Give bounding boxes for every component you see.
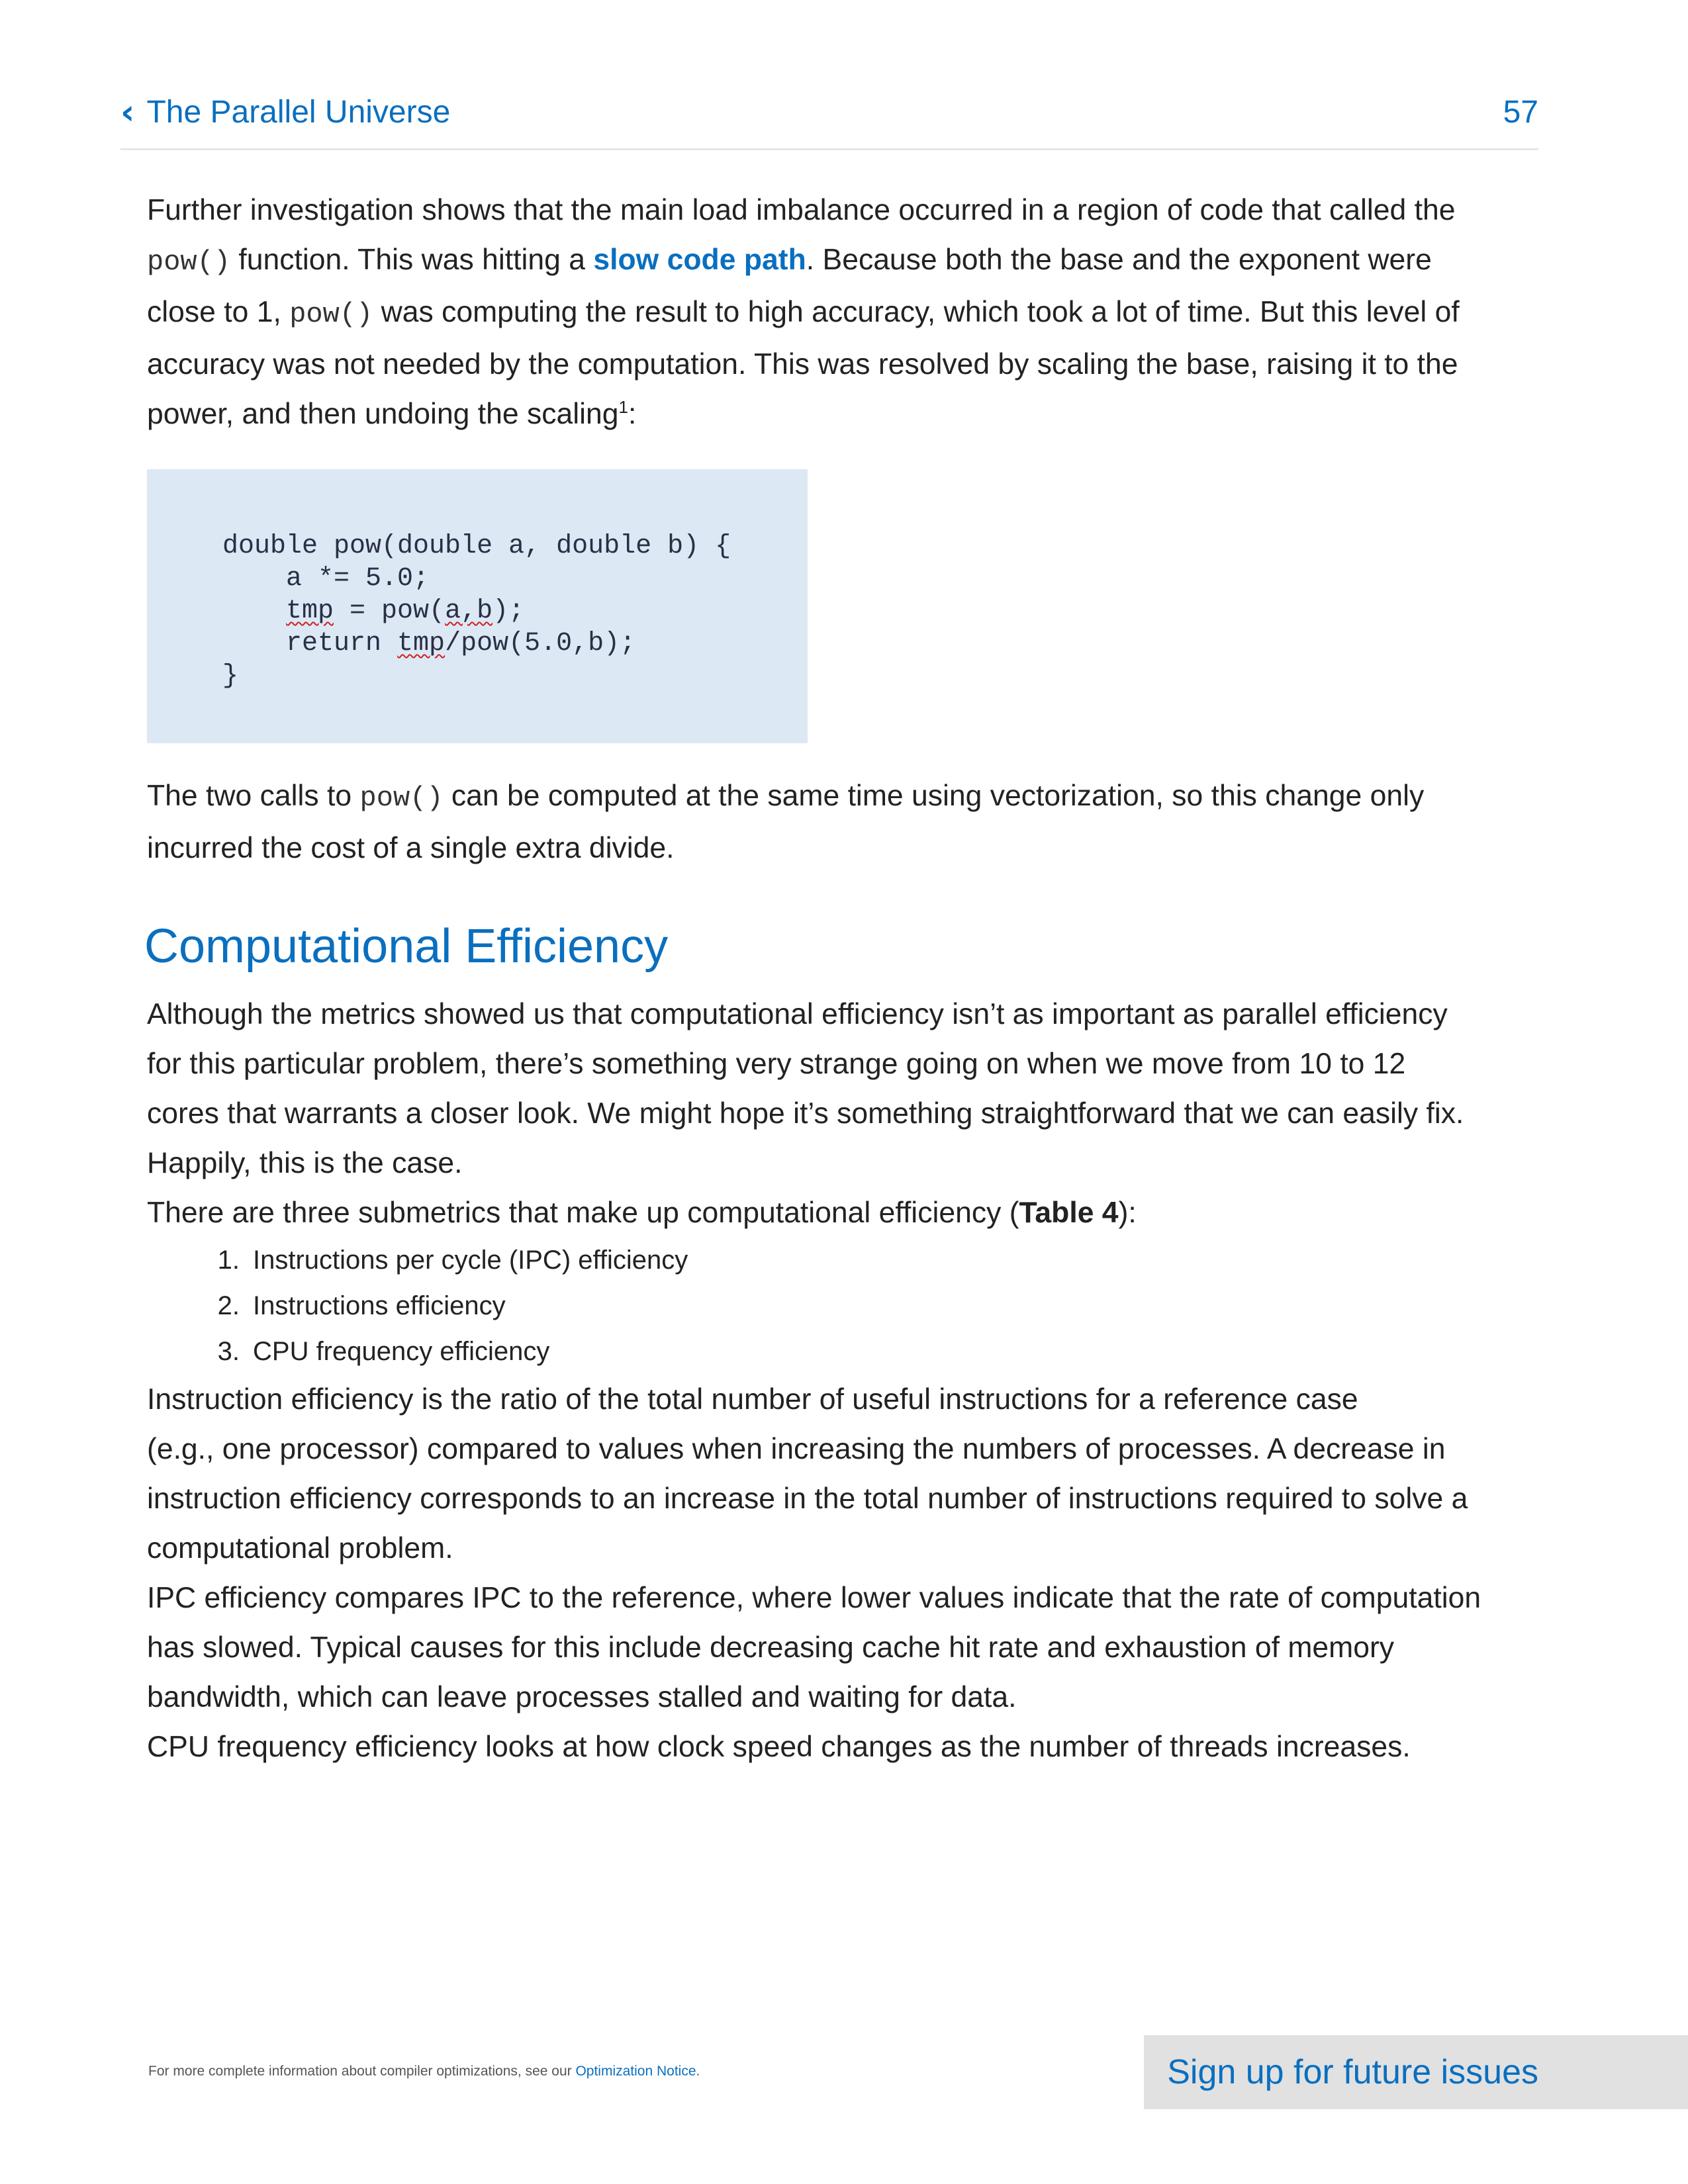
article-content — [144, 185, 1544, 1772]
signup-button[interactable] — [1144, 2035, 1688, 2109]
list-text: Instructions per cycle (IPC) efficiency — [253, 1246, 688, 1275]
paragraph-vectorization — [147, 771, 1544, 873]
text: . — [696, 2064, 700, 2079]
text: for this particular problem, there’s something very strange going on when we move from 10 to 12 — [147, 1048, 1406, 1080]
text: was computing the result to high accuracy, which took a lot of time. But this level of — [373, 296, 1460, 328]
code-block — [147, 469, 808, 743]
text: has slowed. Typical causes for this include decreasing cache hit rate and exhaustion of memory — [147, 1631, 1395, 1664]
submetrics-list — [147, 1238, 1544, 1375]
text: power, and then undoing the scaling — [147, 398, 619, 430]
paragraph-instruction-efficiency — [147, 1375, 1544, 1573]
inline-code: pow() — [147, 246, 231, 278]
inline-code: pow() — [289, 298, 373, 330]
text: Instruction efficiency is the ratio of the total number of useful instructions for a reference case — [147, 1383, 1358, 1416]
code-token: a,b — [445, 596, 493, 626]
paragraph-pow-intro — [147, 185, 1544, 439]
text: function. This was hitting a — [230, 244, 594, 276]
list-text: Instructions efficiency — [253, 1291, 506, 1320]
list-number: 2. — [217, 1291, 240, 1320]
text: There are three submetrics that make up computational efficiency ( — [147, 1197, 1019, 1229]
text: bandwidth, which can leave processes stalled and waiting for data. — [147, 1681, 1017, 1713]
text: Further investigation shows that the main load imbalance occurred in a region of code that called the — [147, 194, 1456, 226]
text: For more complete information about compiler optimizations, see our — [148, 2064, 576, 2079]
signup-label: Sign up for future issues — [1167, 2053, 1538, 2091]
paragraph-submetrics — [147, 1188, 1544, 1238]
text: ): — [1118, 1197, 1137, 1229]
text: computational problem. — [147, 1532, 453, 1565]
footer-note — [148, 2064, 700, 2079]
page-header — [120, 93, 1538, 150]
text: instruction efficiency corresponds to an increase in the total number of instructions required to solve a — [147, 1482, 1468, 1515]
code-token: return — [222, 629, 398, 659]
footnote-ref: 1 — [618, 397, 629, 418]
back-link[interactable] — [120, 93, 450, 132]
text: : — [628, 398, 637, 430]
slow-code-path-link[interactable]: slow code path — [593, 244, 806, 276]
text: IPC efficiency compares IPC to the reference, where lower values indicate that the rate of computation — [147, 1582, 1481, 1614]
publication-title: The Parallel Universe — [146, 95, 451, 130]
text: The two calls to — [147, 780, 360, 812]
code-token: ); — [492, 596, 525, 626]
text: cores that warrants a closer look. We might hope it’s something straightforward that we can easily fix. — [147, 1097, 1464, 1130]
page-number: 57 — [1503, 95, 1538, 130]
text: . Because both the base and the exponent were — [806, 244, 1432, 276]
list-item — [217, 1283, 1544, 1329]
paragraph-cpu-frequency: CPU frequency efficiency looks at how clock speed changes as the number of threads increases. — [147, 1731, 1411, 1763]
optimization-notice-link[interactable]: Optimization Notice — [575, 2064, 696, 2079]
code-line: a *= 5.0; — [222, 564, 430, 594]
text: accuracy was not needed by the computation. This was resolved by scaling the base, raising it to the — [147, 348, 1458, 381]
text: incurred the cost of a single extra divide. — [147, 832, 675, 864]
text: (e.g., one processor) compared to values when increasing the numbers of processes. A decrease in — [147, 1433, 1446, 1465]
list-number: 3. — [217, 1337, 240, 1366]
code-token: /pow(5.0,b); — [445, 629, 636, 659]
code-token: tmp — [397, 629, 445, 659]
paragraph-ipc-efficiency — [147, 1573, 1544, 1722]
list-item — [217, 1238, 1544, 1283]
list-text: CPU frequency efficiency — [253, 1337, 550, 1366]
code-token: = pow( — [334, 596, 445, 626]
table-reference: Table 4 — [1019, 1197, 1119, 1229]
text: close to 1, — [147, 296, 290, 328]
code-line: double pow(double a, double b) { — [222, 531, 731, 561]
paragraph-metrics — [147, 989, 1544, 1188]
text: can be computed at the same time using vectorization, so this change only — [443, 780, 1425, 812]
text: Although the metrics showed us that computational efficiency isn’t as important as parallel efficiency — [147, 998, 1448, 1030]
chevron-left-icon: ‹ — [120, 93, 135, 132]
section-heading: Computational Efficiency — [144, 920, 669, 973]
code-line: } — [222, 661, 239, 691]
code-token: tmp — [286, 596, 334, 626]
list-number: 1. — [217, 1246, 240, 1275]
inline-code: pow() — [359, 782, 444, 814]
text: Happily, this is the case. — [147, 1147, 463, 1179]
list-item — [217, 1329, 1544, 1375]
